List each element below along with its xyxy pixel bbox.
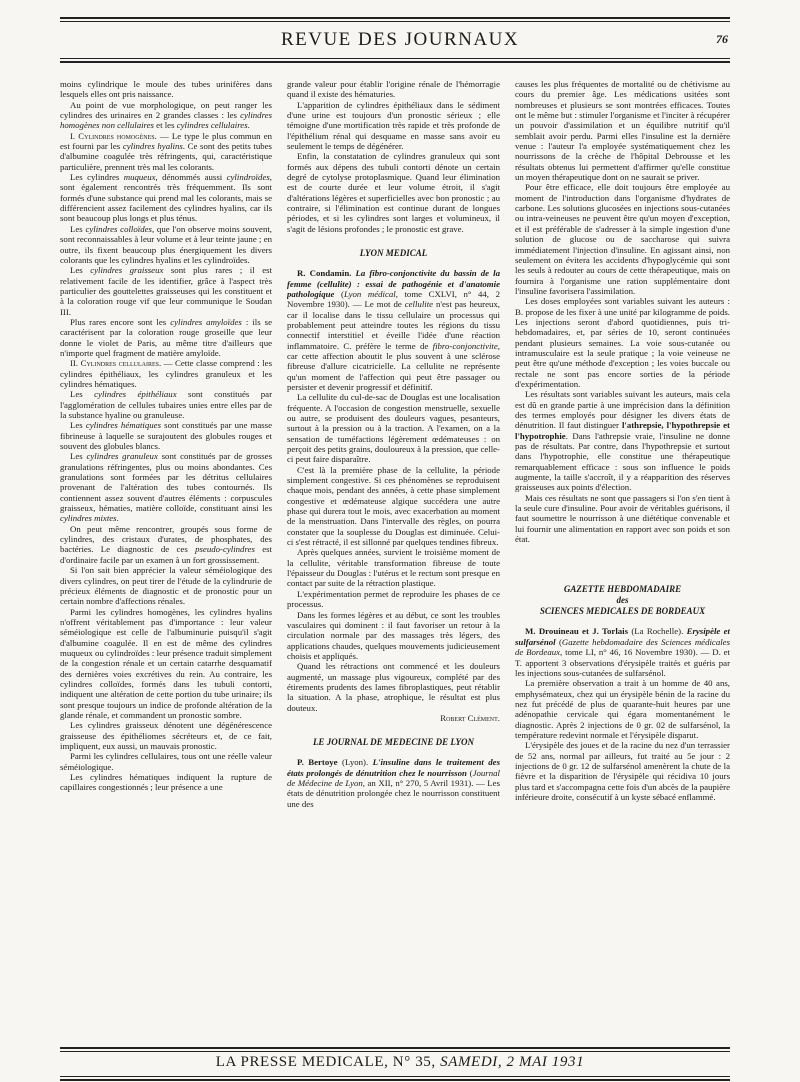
text-run: Parmi les cylindres homogènes, les cylindres hyalins n'offrent véritablement pas d'importance : leur valeur séméiologique est celle de l'albuminurie puisqu'il s'agit d'albumine coagulée. Il en est de même des cylindres muqueux ou cylindroïdes : leur présence traduit simplement de la congestion rénale et un certain catarrhe desquamatif des dernières voies excrétives du rein. Au contraire, les cylindres colloïdes, formés dans les tubuli contorti, indiquent une altération de cette portion du tube urinaire; ils sont presque toujours un indice de profonde altération de la glande rénale, et commandent un pronostic sombre. xyxy=(60,606,272,720)
footer-rule-bottom-thin xyxy=(60,1076,730,1077)
text-run: , dénommés aussi xyxy=(155,172,227,183)
text-run: La cellulite du cul-de-sac de Douglas est une localisation fréquente. A l'occasion de congestion menstruelle, sexuelle ou autre, se produisent des douleurs vagues, pesanteurs, surtout à la pression ou à la traction. A l'examen, on a la sensation de tuméfactions légèrement œdémateuses : on perçoit des petits grains, douloureux à la pression, que celle-ci peut faire disparaître. xyxy=(287,392,500,465)
paragraph xyxy=(60,100,272,131)
text-run: Les résultats sont variables suivant les auteurs, mais cela est dû en grande partie à une imprécision dans la définition des termes employés pour désigner les divers états de dénutrition. Il faut distinguer xyxy=(515,389,730,431)
text-run: II. xyxy=(70,358,81,369)
paragraph xyxy=(287,100,500,152)
paragraph xyxy=(515,182,730,296)
paragraph xyxy=(287,589,500,610)
text-run: R. Condamin. xyxy=(297,268,356,279)
paragraph xyxy=(287,547,500,588)
text-column-right xyxy=(515,79,730,1045)
text-run: . xyxy=(116,513,119,524)
text-run: , tome CXLVI, n° 44, 2 Novembre 1930). — Le mot de xyxy=(287,288,500,310)
text-run: Les xyxy=(70,265,91,276)
text-run: Dans les formes légères et au début, ce sont les troubles vasculaires qui dominent : il faut favoriser un retour à la circulation normale par des massages très légers, des applications chaudes, quelques mouvements judicieusement choisis et appliqués. xyxy=(287,609,500,661)
text-run: Les cylindres hématiques indiquent la rupture de capillaires congestionnés ; leur présence a une xyxy=(60,772,272,793)
text-run: , que l'on observe moins souvent, sont reconnaissables à leur volume et à leur teinte jaune ; en outre, ils fixent beaucoup plus énergiquement les divers colorants que les cylindres hyalins et les cylindroïdes. xyxy=(60,223,272,265)
text-run: n'est pas heureux, car il localise dans le tissu cellulaire un processus qui probablement peut atteindre toutes les régions du tissu connectif interstitiel et éveille l'idée d'une réaction inflammatoire. C. préfère le terme de xyxy=(287,299,500,351)
section-heading-line: LE JOURNAL DE MEDECINE DE LYON xyxy=(312,737,475,748)
section-heading xyxy=(287,737,500,748)
paragraph xyxy=(287,392,500,464)
text-run: I. xyxy=(70,130,79,141)
text-run: cylindres amyloïdes xyxy=(170,316,242,327)
footer-line xyxy=(0,1054,800,1071)
text-run: cylindres épithéliaux xyxy=(94,389,177,400)
text-run: (La Rochelle). xyxy=(628,626,687,637)
text-run: La fibro-conjonctivite du bassin de la femme (cellulite) : essai de pathogénie et d'anatomie pathologique xyxy=(287,268,500,299)
text-run: Parmi les cylindres cellulaires, tous ont une réelle valeur séméiologique. xyxy=(60,751,272,772)
text-run: . — Le type le plus commun en est fourni par les xyxy=(60,130,272,152)
text-run: Les cylindres xyxy=(70,172,124,183)
footer-rule-top xyxy=(60,1047,730,1049)
text-run: Cylindres cellulaires xyxy=(80,358,159,369)
paragraph xyxy=(515,389,730,492)
footer-date: SAMEDI, 2 MAI 1931 xyxy=(440,1054,585,1070)
section-heading-line: GAZETTE HEBDOMADAIRE xyxy=(563,584,682,595)
text-run: La première observation a trait à un homme de 40 ans, emphysémateux, chez qui un érysipèle bénin de la racine du nez fut précédé de plus de quarante-huit heures par une adénopathie cervicale qui égara momentanément le diagnostic. Après 2 injections de 0 gr. 02 de sulfarsénol, la température redevint normale et l'érysipèle disparut. xyxy=(515,678,730,740)
text-run: Mais ces résultats ne sont que passagers si l'on s'en tient à la seule cure d'insuline. Pour avoir de véritables guérisons, il faut soumettre le nourrisson à une diététique convenable et lui fournir une alimentation en rapport avec son poids et son état. xyxy=(515,492,730,545)
footer-publication: LA PRESSE MEDICALE, N° 35, xyxy=(215,1054,441,1070)
paragraph xyxy=(60,358,272,389)
paragraph xyxy=(287,268,500,392)
text-run: . Dans l'athrepsie vraie, l'insuline ne donne pas de résultats. Par contre, dans l'hypothrepsie et surtout dans l'hypotrophie, elle constitue une thérapeutique remarquablement efficace : sous son influence le poids augmente, la taille s'accroît, il y a réapparition des réserves graisseuses aux points d'élection. xyxy=(515,430,730,493)
text-run: sont constitués par de grosses granulations réfringentes, plus ou moins abondantes. Ces granulations sont formées par les détritus cellulaires provenant de l'altération des tubes contournés. Ils contiennent assez souvent d'autres éléments : corpuscules graisseux, hématies, matière colloïde, constituant ainsi les xyxy=(60,451,272,514)
text-run: cylindroïdes xyxy=(226,172,270,183)
text-column-middle xyxy=(287,79,500,1045)
text-run: , sont également rencontrés très fréquemment. Ils sont formés d'une substance qui prend mal les colorants, mais se différencient assez facilement des cylindres hyalins, car ils sont beaucoup plus longs et plus ténus. xyxy=(60,172,272,224)
page-title: REVUE DES JOURNAUX xyxy=(280,29,520,50)
header-rule-top-thin xyxy=(60,21,730,22)
text-run: causes les plus fréquentes de mortalité ou de chétivisme au cours du premier âge. Les médications usitées sont nombreuses et plusieurs se sont montrées efficaces. Toutes ont le même but : stimuler l'organisme et l'inciter à récupérer un pouvoir d'assimilation et un équilibre nutritif qu'il semblait avoir perdu. Parmi elles l'insuline est la dernière venue : l'auteur l'a employée systématiquement chez les nourrissons de la crèche de l'hôpital Debrousse et les résultats obtenus lui permettent d'affirmer qu'elle constitue un moyen thérapeutique dont on ne saurait se priver. xyxy=(515,79,730,183)
text-run: Enfin, la constatation de cylindres granuleux qui sont formés aux dépens des tubuli contorti dénote un certain degré de cytolyse protoplasmique. Quand leur élimination est de courte durée et leur volume étroit, il s'agit d'altérations légères et superficielles avec bon pronostic ; au contraire, si l'élimination est continue durant de longues périodes, et si les cylindres sont larges et volumineux, il s'agit de lésions profondes ; le pronostic est grave. xyxy=(287,151,500,234)
text-run: ( xyxy=(555,636,562,647)
text-run: Cylindres homogènes xyxy=(78,130,155,141)
text-run: et les xyxy=(153,120,177,131)
text-run: cylindres cellulaires xyxy=(176,120,248,131)
paragraph xyxy=(287,79,500,100)
text-run: cylindres hyalins xyxy=(122,141,183,152)
paragraph xyxy=(287,465,500,548)
text-run: cylindres homogènes non cellulaires xyxy=(60,110,272,131)
text-run: sont plus rares ; il est relativement facile de les identifier, grâce à l'aspect très particulier des gouttelettes graisseuses qui les constituent et à la coloration rouge vif que leur communique le Soudan III. xyxy=(60,265,272,317)
paragraph xyxy=(515,296,730,389)
paragraph xyxy=(60,79,272,100)
text-run: cylindres hématiques xyxy=(85,420,161,431)
paragraph xyxy=(515,740,730,802)
text-run: ( xyxy=(334,288,344,299)
text-run: pseudo-cylindres xyxy=(195,544,255,555)
text-run: muqueux xyxy=(123,172,156,183)
footer-rule-top-thin xyxy=(60,1051,730,1052)
text-run: Erysipèle et sulfarsénol xyxy=(515,626,730,647)
text-run: cylindres colloïdes xyxy=(85,223,152,234)
text-run: fibro-conjonctivite xyxy=(432,340,498,351)
text-run: Les doses employées sont variables suivant les auteurs : B. propose de les fixer à une unité par kilogramme de poids. Les injections seront d'abord quotidiennes, puis tri-hebdomadaires, et, par séries de 10, seront continuées pendant plusieurs semaines. La voie sous-cutanée ou intramusculaire est la seule pratique ; la voie veineuse ne peut être qu'une méthode d'exception ; les voies buccale ou rectale ne sont pas encore sorties de la période d'expérimentation. xyxy=(515,296,730,389)
paragraph xyxy=(287,661,500,713)
text-run: P. Bertoye xyxy=(297,757,338,768)
text-run: cylindres granuleux xyxy=(86,451,158,462)
paragraph xyxy=(60,224,272,265)
paragraph xyxy=(60,172,272,224)
paragraph xyxy=(515,493,730,545)
text-run: Lyon médical xyxy=(343,288,396,299)
paragraph xyxy=(60,565,272,606)
text-run: ( xyxy=(466,767,473,778)
paragraph xyxy=(60,524,272,565)
header-rule-bottom-thin xyxy=(60,58,730,59)
text-run: . Ce sont des petits tubes d'albumine coagulée très réfringents, qui, caractéristique particulière, prennent très mal les colorants. xyxy=(60,141,272,172)
text-run: Gazette hebdomadaire des Sciences médicales de Bordeaux xyxy=(515,636,730,658)
text-run: (Lyon). xyxy=(337,757,373,768)
text-run: L'apparition de cylindres épithéliaux dans le sédiment d'une urine est toujours d'un pronostic sérieux ; elle témoigne d'une mortification très rapide et très profonde de l'épithélium rénal qui desquame en masse sans avoir eu seulement le temps de dégénérer. xyxy=(287,99,500,152)
text-column-left xyxy=(60,79,272,1045)
text-run: cylindres mixtes xyxy=(60,513,117,524)
text-run: est d'ordinaire facile par un examen à un fort grossissement. xyxy=(60,544,272,565)
text-run: M. Drouineau et J. Torlais xyxy=(525,626,629,637)
text-run: L'érysipèle des joues et de la racine du nez d'un terrassier de 52 ans, normal par ailleurs, fut traité au 5e jour : 2 injections de 0 gr. 12 de sulfarsénol amenèrent la chute de la fièvre et la disparition de l'érysipèle qui récidiva 10 jours plus tard et s'accompagna cette fois d'un abcès de la paupière inférieure droite, consécutif à un kyste sébacé enflammé. xyxy=(515,740,730,802)
text-run: cellulite xyxy=(404,299,434,310)
text-run: Quand les rétractions ont commencé et les douleurs augmenté, un massage plus vigoureux, complété par des étirements prudents des lames fibroplastiques, peut rétablir la situation. A la phase, atrophique, le résultat est plus douteux. xyxy=(287,661,500,713)
text-run: C'est là la première phase de la cellulite, la période simplement congestive. Si ces phénomènes se reproduisent chaque mois, pendant des années, à cette phase simplement congestive et œdémateuse algique succédera une autre phase qui durera tout le mois, avec exacerbation au moment de la menstruation. Dans l'intervalle des règles, on pourra constater que la souplesse du Douglas est diminuée. Celui-ci s'est rétracté, il est sillonné par quelques tendines fibreux. xyxy=(287,464,500,548)
paragraph xyxy=(60,317,272,358)
paragraph xyxy=(60,751,272,772)
text-run: Les xyxy=(70,451,87,462)
text-run: cylindres graisseux xyxy=(90,265,164,276)
text-run: , an XII, n° 270, 5 Avril 1931). — Les états de dénutrition prolongée chez le nourrisson constituent une des xyxy=(287,777,500,809)
paragraph xyxy=(60,772,272,793)
paragraph xyxy=(287,151,500,234)
text-run: grande valeur pour établir l'origine rénale de l'hémorragie quand il existe des hématuries. xyxy=(287,79,500,100)
section-heading-line: des xyxy=(616,595,629,606)
text-run: L'insuline dans le traitement des états prolongés de dénutrition chez le nourrisson xyxy=(287,757,500,778)
text-run: l'athrepsie, l'hypothrepsie et l'hypotrophie xyxy=(515,420,730,441)
header-rule-bottom xyxy=(60,61,730,63)
section-heading-line: SCIENCES MEDICALES DE BORDEAUX xyxy=(539,606,706,617)
footer-rule-bottom xyxy=(60,1079,730,1081)
text-run: . — Cette classe comprend : les cylindres épithéliaux, les cylindres granuleux et les cylindres hématiques. xyxy=(60,358,272,389)
text-run: Après quelques années, survient le troisième moment de la cellulite, véritable transformation fibreuse de toute l'épaisseur du Douglas : l'utérus et le rectum sont presque en contact par suite de la rétraction plastique. xyxy=(287,547,500,589)
text-run: , tome LI, n° 46, 16 Novembre 1930). — D. et T. apportent 3 observations d'érysipèle traités et guéris par les injections sous-cutanées de sulfarsénol. xyxy=(515,647,730,678)
section-heading xyxy=(287,248,500,259)
text-run: sont constitués par l'agglomération de cellules tubaires unies entre elles par de la substance hyaline ou granuleuse. xyxy=(60,389,272,420)
text-run: . xyxy=(247,120,250,131)
text-run: sont constitués par une masse fibrineuse à laquelle se surajoutent des globules rouges et souvent des globules blancs. xyxy=(60,420,272,452)
author-signature: Robert Clément. xyxy=(440,712,500,723)
text-run: Les cylindres graisseux dénotent une dégénérescence graisseuse des épithéliomes sécréteurs et, de ce fait, impliquent, eux aussi, un mauvais pronostic. xyxy=(60,720,272,751)
text-run: moins cylindrique le moule des tubes urinifères dans lesquels elles ont pris naissance. xyxy=(60,79,272,100)
page-number: 76 xyxy=(716,32,728,46)
paragraph xyxy=(60,720,272,751)
paragraph xyxy=(287,610,500,662)
header-rule-top xyxy=(60,17,730,19)
paragraph xyxy=(60,420,272,451)
text-run: Pour être efficace, elle doit toujours être employée au moment de l'introduction dans l'organisme d'hydrates de carbone. Les solutions glucosées en injections sous-cutanées ou intra-veineuses ne peuvent être qu'un moyen d'exception, et il est préférable de s'adresser à la simple ingestion d'une solution de glucose ou de saccharose qui suivra immédiatement l'injection d'insuline. En agissant ainsi, non seulement on évitera les accidents d'hypoglycémie qui sont les seuls à redouter au cours de cette thérapeutique, mais on fournira à l'organisme une ration supplémentaire dont l'insuline favorisera l'assimilation. xyxy=(515,182,730,296)
section-heading xyxy=(515,584,730,617)
paragraph xyxy=(60,451,272,523)
section-heading-line: LYON MEDICAL xyxy=(359,248,428,259)
text-run: Journal de Médecine de Lyon xyxy=(287,767,500,788)
paragraph xyxy=(60,131,272,172)
text-run: Plus rares encore sont les xyxy=(70,316,171,327)
text-run: On peut même rencontrer, groupés sous forme de cylindres, des cristaux d'urates, de phosphates, des bactéries. Le diagnostic de ces xyxy=(60,523,272,555)
paragraph xyxy=(60,265,272,317)
text-run: L'expérimentation permet de reproduire les phases de ce processus. xyxy=(287,588,500,610)
text-run: Les xyxy=(70,389,95,400)
paragraph xyxy=(60,607,272,721)
paragraph xyxy=(60,389,272,420)
text-run: Les xyxy=(70,420,86,431)
text-run: , car cette affection aboutit le plus souvent à une sclérose fibreuse d'allure cicatricielle. La cellulite ne représente qu'un moment de l'affection qui peut être passager ou persister et devenir progressif et définitif. xyxy=(287,340,500,392)
text-run: Les xyxy=(70,223,86,234)
paragraph xyxy=(287,757,500,809)
paragraph xyxy=(515,79,730,182)
paragraph xyxy=(515,626,730,678)
text-run: Si l'on sait bien apprécier la valeur séméiologique des divers cylindres, on peut tirer de l'étude de la cylindrurie de précieux éléments de diagnostic et de pronostic pour un certain nombre d'affections rénales. xyxy=(60,565,272,607)
paragraph xyxy=(515,678,730,740)
text-run: Au point de vue morphologique, on peut ranger les cylindres des urinaires en 2 grandes classes : les xyxy=(60,99,272,121)
text-run: : ils se caractérisent par la coloration rouge groseille que leur donne le violet de Paris, au même titre d'ailleurs que n'importe quel fragment de matière amyloïde. xyxy=(60,316,272,358)
